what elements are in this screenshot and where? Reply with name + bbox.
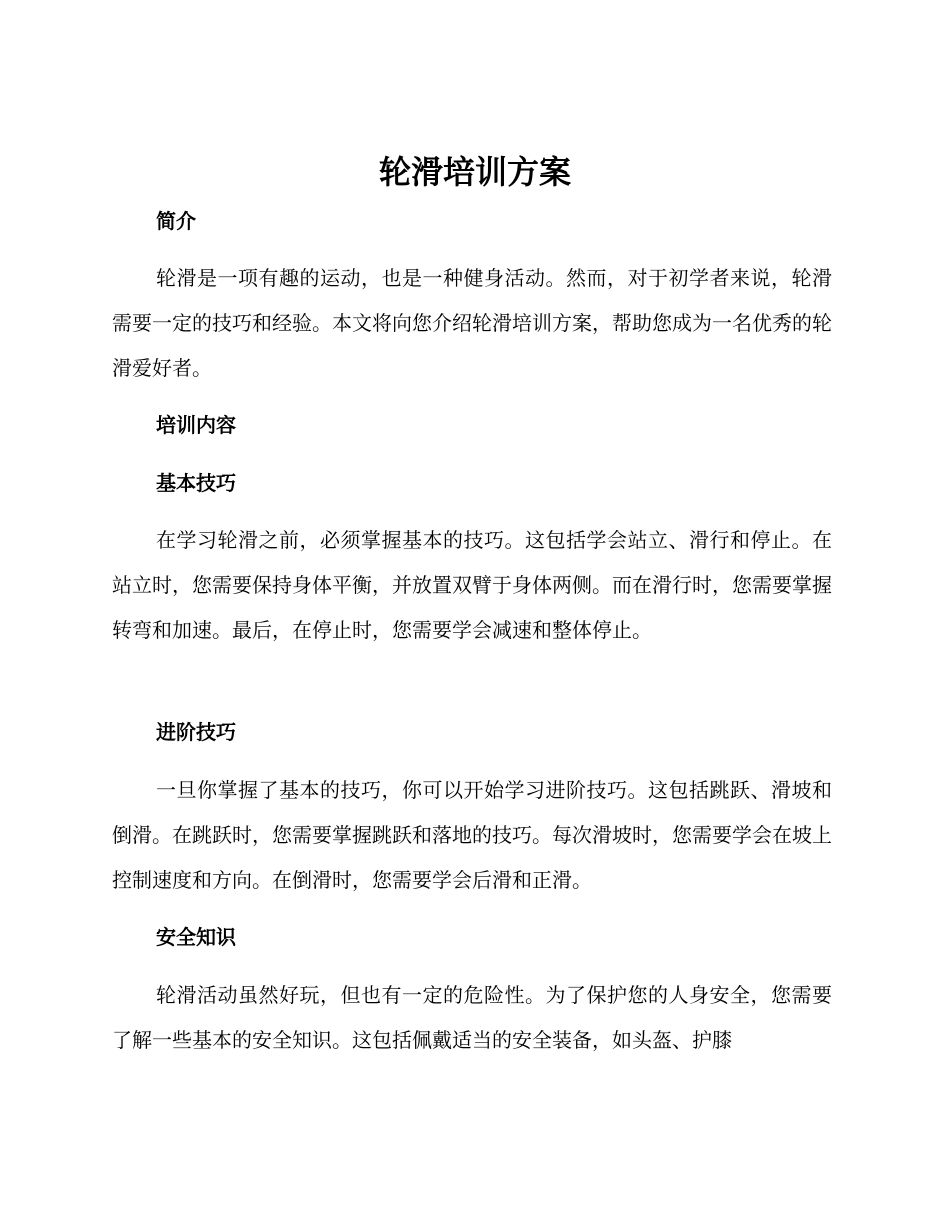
section-heading-safety: 安全知识 bbox=[156, 925, 236, 949]
paragraph-intro: 轮滑是一项有趣的运动，也是一种健身活动。然而，对于初学者来说，轮滑需要一定的技巧和经验。本文将向您介绍轮滑培训方案，帮助您成为一名优秀的轮滑爱好者。 bbox=[112, 266, 832, 380]
section-heading-basic-skills: 基本技巧 bbox=[156, 471, 236, 495]
section-heading-advanced-skills: 进阶技巧 bbox=[156, 720, 236, 744]
paragraph-safety: 轮滑活动虽然好玩，但也有一定的危险性。为了保护您的人身安全，您需要了解一些基本的安全知识。这包括佩戴适当的安全装备，如头盔、护膝 bbox=[112, 983, 832, 1052]
document-title: 轮滑培训方案 bbox=[378, 153, 571, 191]
paragraph-advanced-skills: 一旦你掌握了基本的技巧，你可以开始学习进阶技巧。这包括跳跃、滑坡和倒滑。在跳跃时，您需要掌握跳跃和落地的技巧。每次滑坡时，您需要学会在坡上控制速度和方向。在倒滑时，您需要学会后滑和正滑。 bbox=[112, 778, 832, 892]
section-heading-training-content: 培训内容 bbox=[156, 413, 236, 437]
paragraph-basic-skills: 在学习轮滑之前，必须掌握基本的技巧。这包括学会站立、滑行和停止。在站立时，您需要保持身体平衡，并放置双臂于身体两侧。而在滑行时，您需要掌握转弯和加速。最后，在停止时，您需要学会减速和整体停止。 bbox=[112, 528, 832, 642]
section-heading-intro: 简介 bbox=[156, 209, 196, 233]
